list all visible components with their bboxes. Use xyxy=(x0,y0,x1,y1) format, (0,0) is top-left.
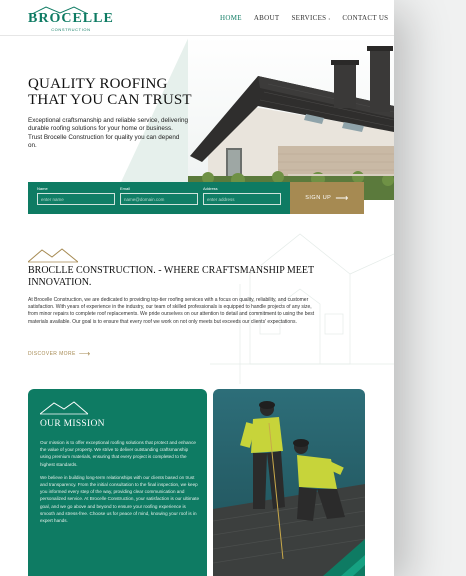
mission-title: OUR MISSION xyxy=(40,419,105,429)
signup-button[interactable] xyxy=(290,182,364,214)
mission-paragraph: We believe in building long-term relationships with our clients based on trust and transparency. From the initial consultation to the final inspection, we keep you informed every step of the way, providing clear communication and personalized service. At Brocelle Construction, your satisfaction is our ultimate goal, and we go above and beyond to ensure your roofing experience is smooth and stress-free. Choose us for peace of mind, knowing your roof is in expert hands. xyxy=(40,474,200,524)
discover-more-label: DISCOVER MORE xyxy=(28,350,76,357)
arrow-right-icon: ⟶ xyxy=(335,192,349,203)
house-roof-icon xyxy=(28,247,78,263)
house-roof-image xyxy=(188,36,394,200)
nav-home[interactable]: HOME xyxy=(220,14,242,22)
name-input[interactable]: enter name xyxy=(37,193,115,205)
signup-label: SIGN UP xyxy=(305,195,332,201)
main-nav xyxy=(220,14,388,22)
logo-tagline: CONSTRUCTION xyxy=(51,27,91,32)
address-label: Address xyxy=(203,186,218,191)
email-input[interactable]: name@domain.com xyxy=(120,193,198,205)
hero-description: Exceptional craftsmanship and reliable service, delivering durable roofing solutions for your home or business. Trust Brocelle Construction for quality you can depend on. xyxy=(28,117,188,150)
discover-more-link[interactable] xyxy=(28,349,91,358)
hero-title-line2: THAT YOU CAN TRUST xyxy=(28,92,192,108)
roofers-photo xyxy=(213,389,365,576)
roof-logo-icon xyxy=(32,6,88,14)
logo-name: BROCELLE xyxy=(28,11,114,26)
hero-title-line1: QUALITY ROOFING xyxy=(28,76,168,92)
hero-section xyxy=(0,36,394,204)
signup-form xyxy=(28,182,290,214)
address-input[interactable]: enter address xyxy=(203,193,281,205)
nav-services[interactable] xyxy=(291,14,330,22)
hero-title xyxy=(28,76,192,108)
about-title: BROCLLE CONSTRUCTION. - WHERE CRAFTSMANSHIP MEET INNOVATION. xyxy=(28,265,314,288)
arrow-right-icon: ⟶ xyxy=(78,349,91,358)
house-roof-icon xyxy=(40,401,88,415)
email-label: Email xyxy=(120,186,131,191)
nav-services-label: SERVICES xyxy=(291,14,327,22)
nav-about[interactable]: ABOUT xyxy=(253,14,280,22)
chevron-down-icon: › xyxy=(328,17,331,22)
address-field-group xyxy=(203,186,281,205)
name-label: Name xyxy=(37,186,48,191)
background-strip xyxy=(394,0,466,576)
mission-paragraph: Our mission is to offer exceptional roofing solutions that protect and enhance the value of your property. We strive to deliver outstanding craftsmanship using premium materials, ensuring that every project is completed to the highest standards. xyxy=(40,440,196,467)
nav-contact[interactable]: CONTACT US xyxy=(342,14,389,22)
site-header xyxy=(0,0,394,36)
brand-logo[interactable] xyxy=(28,11,114,32)
mission-text xyxy=(40,439,200,530)
email-field-group xyxy=(120,186,198,205)
name-field-group xyxy=(37,186,115,205)
about-text: At Brocelle Construction, we are dedicated to providing top-tier roofing services with a focus on quality, reliability, and customer satisfaction. With years of experience in the industry, our team of skilled professionals is equipped to handle projects of any size, from minor repairs to complete roof replacements. We pride ourselves on our attention to detail and commitment to using the best materials available. Our goal is to ensure that every roof we work on not only meets but exceeds our clients' expectations. xyxy=(28,297,315,325)
mission-card xyxy=(28,389,207,576)
